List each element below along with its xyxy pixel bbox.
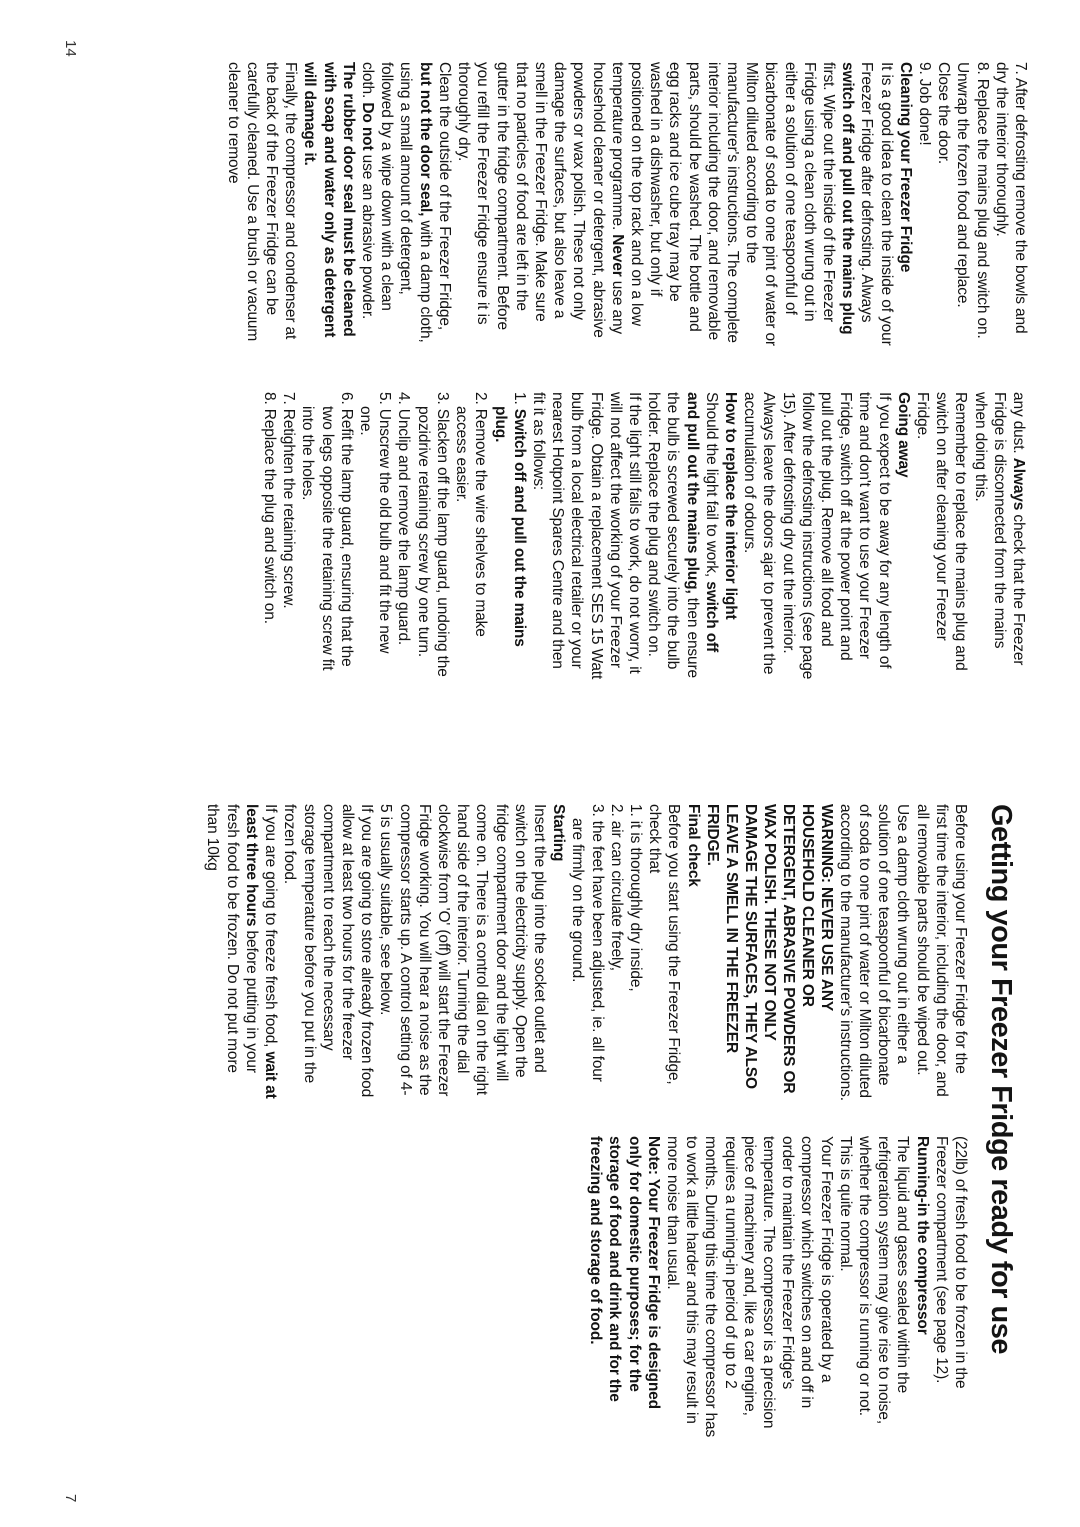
page-title: Getting your Freezer Fridge ready for use bbox=[984, 804, 1017, 1354]
paragraph: 7. After defrosting remove the bowls and dry the interior thoroughly. bbox=[992, 62, 1029, 334]
paragraph: Remember to replace the mains plug and switch on after cleaning your Freezer Fridge. bbox=[913, 392, 970, 671]
text-run: use any household cleaner or detergent, abrasive powders or wax polish. These not only damage the surfaces, but also leave a smell in the Freezer Fridge. Make sure that no particles of food are left in the gutter in the fridge compartment. Before you refill the Freezer Fridge ensure it is thoroughly dry. bbox=[455, 62, 626, 338]
left-page-column-1 bbox=[223, 62, 1030, 350]
paragraph: (22lb) of fresh food to be frozen in the Freezer compartment (see page 12). bbox=[932, 1136, 969, 1389]
text-run: Should the light fail to work, bbox=[702, 392, 720, 582]
paragraph: If you are going to store already frozen food allow at least two hours for the freezer compartment to reach the necessary storage temperature before you put in the frozen food. bbox=[281, 804, 376, 1098]
paragraph: 9. Job done! bbox=[915, 62, 933, 146]
text-run: with a damp cloth, using a small amount of detergent, followed by a wipe down with a clean cloth. bbox=[359, 62, 434, 343]
paragraph: The liquid and gases sealed within the refrigeration system may give rise to noise, whether the compressor is running or not. This is quite normal. bbox=[836, 1136, 912, 1425]
text-run: any dust. bbox=[1010, 392, 1027, 458]
section-heading: Going away bbox=[894, 392, 912, 478]
list-item: 8. Replace the plug and switch on. bbox=[261, 392, 279, 624]
section-heading: Cleaning your Freezer Fridge bbox=[896, 62, 914, 273]
right-page-column-1 bbox=[203, 804, 970, 1102]
paragraph: Before you start using the Freezer Fridge, check that bbox=[646, 804, 683, 1085]
section-heading: How to replace the interior light bbox=[721, 392, 739, 620]
section-heading: Running-in the compressor bbox=[913, 1136, 931, 1335]
paragraph bbox=[454, 62, 896, 350]
text-run: 1. bbox=[510, 392, 528, 409]
warning-text: WARNING: NEVER USE ANY HOUSEHOLD CLEANER OR DETERGENT, ABRASIVE POWDERS OR WAX POLISH. THESE NOT ONLY DAMAGE THE SURFACES, THEY ALSO LEAVE A SMELL IN THE FREEZER FRIDGE. bbox=[703, 804, 835, 1094]
paragraph bbox=[203, 804, 280, 1102]
text-run: Clean the outside of the Freezer Fridge, bbox=[435, 62, 453, 330]
right-page-column-2 bbox=[586, 1136, 970, 1442]
bold-run: but not the door seal, bbox=[416, 62, 434, 217]
list-item: 5. Unscrew the old bulb and fit the new one. bbox=[357, 392, 394, 654]
note-text: Note: Your Freezer Fridge is designed only for domestic purposes; for the storage of food and drink and for the freezing and storage of food. bbox=[587, 1136, 662, 1409]
bold-run: Switch off and pull out the mains plug. bbox=[491, 406, 528, 647]
bold-run: The rubber door seal must be cleaned with soap and water only as detergent will damage it. bbox=[301, 62, 357, 338]
list-item: 2. Remove the wire shelves to make access easier. bbox=[453, 392, 490, 637]
section-heading: Starting bbox=[550, 804, 568, 862]
text-run: first. Wipe out the inside of the Freezer Fridge using a clean cloth wrung out in either a solution of one teaspoonful of bicarbonate of soda to one pint of water or Milton diluted according to the manufacturer's instructions. The complete interior including the door, and removable parts, should be washed. The bottle and egg racks and ice cube tray may be washed in a dishwasher, but only if positioned on the top rack and on a low temperature programme. bbox=[608, 62, 837, 346]
list-item: 2. air can circulate freely, bbox=[607, 804, 625, 971]
paragraph: Before using your Freezer Fridge for the first time the interior, including the door, and all removable parts should be wiped out. Use a damp cloth wrung out in either a solution of one teaspoonful of bicarbonate of soda to one pint of water or Milton diluted according to the manufacturer's instructions. bbox=[836, 804, 969, 1101]
paragraph bbox=[644, 392, 721, 682]
paragraph: 8. Replace the mains plug and switch on. Unwrap the frozen food and replace. Close the door. bbox=[935, 62, 991, 339]
left-page-column-2 bbox=[260, 392, 1028, 682]
text-run: check that the Freezer Fridge is disconnected from the mains when doing this. bbox=[971, 392, 1027, 666]
paragraph: If you expect to be away for any length of time and don't want to use your Freezer Fridge, switch off at the power point and pull out the plug. Remove all food and follow the defrosting instructions (see page 15). After defrosting dry out the interior. Always leave the doors ajar to prevent the accumulation of odours. bbox=[741, 392, 893, 680]
paragraph bbox=[970, 392, 1028, 682]
list-item: 3. Slacken off the lamp guard, undoing the pozidrive retaining screw by one turn. bbox=[414, 392, 451, 677]
text-run: use an abrasive powder. bbox=[359, 150, 377, 320]
text-run: before putting in your fresh food to be frozen. Do not put more than 10kg bbox=[204, 804, 260, 1073]
paragraph: If the light still fails to work, do not worry, it will not affect the working of your Freezer Fridge. Obtain a replacement SES 15 Watt bulb from a local electrical retailer or your nearest Hotpoint Spares Centre and then fit it as follows: bbox=[529, 392, 643, 680]
text-run: It is a good idea to clean the inside of your Freezer Fridge after defrosting. Always bbox=[858, 62, 895, 346]
paragraph: Finally, the compressor and condenser at the back of the Freezer Fridge can be carefully cleaned. Use a brush or vacuum cleaner to remove bbox=[224, 62, 300, 342]
paragraph: Your Freezer Fridge is operated by a compressor which switches on and off in order to maintain the Freezer Fridge's temperature. The compressor is a precision piece of machinery and, like a car engine, requires a running-in period of up to 2 months. During this time the compressor has to work a little harder and this may result in more noise than usual. bbox=[663, 1136, 835, 1438]
paragraph: Insert the plug into the socket outlet and switch on the electricity supply. Open the fridge compartment door and the light will come on. There is a control dial on the right hand side of the interior. Turning the dial clockwise from 'O' (off) will start the Freezer Fridge working. You will hear a noise as the compressor starts up. A control setting of 4-5 is usually suitable, see below. bbox=[377, 804, 548, 1097]
bold-run: switch off and pull out the mains plug bbox=[839, 62, 857, 335]
paragraph bbox=[300, 62, 454, 350]
section-heading: Final check bbox=[684, 804, 702, 887]
list-item bbox=[490, 392, 528, 682]
text-run: then ensure the bulb is screwed securely into the bulb holder. Replace the plug and switch on. bbox=[645, 392, 701, 678]
bold-run: Always bbox=[1010, 457, 1027, 511]
bold-run: Do not bbox=[359, 102, 377, 151]
bold-run: switch off and pull out the mains plug, bbox=[683, 392, 720, 653]
list-item: 1. it is thoroughly dry inside, bbox=[626, 804, 644, 992]
page-number-right: 7 bbox=[62, 1494, 79, 1503]
page-number-left: 14 bbox=[62, 40, 79, 57]
bold-run: Never bbox=[608, 234, 626, 277]
list-item: 7. Retighten the retaining screw. bbox=[280, 392, 298, 609]
list-item: 3. the feet have been adjusted, ie. all four are firmly on the ground. bbox=[569, 804, 606, 1082]
list-item: 6. Refit the lamp guard, ensuring that the two legs opposite the retaining screw fit into the holes. bbox=[299, 392, 355, 671]
text-run: If you are going to freeze fresh food, bbox=[262, 804, 280, 1052]
list-item: 4. Unclip and remove the lamp guard. bbox=[395, 392, 413, 646]
bold-run: wait at least three hours bbox=[242, 804, 280, 1099]
